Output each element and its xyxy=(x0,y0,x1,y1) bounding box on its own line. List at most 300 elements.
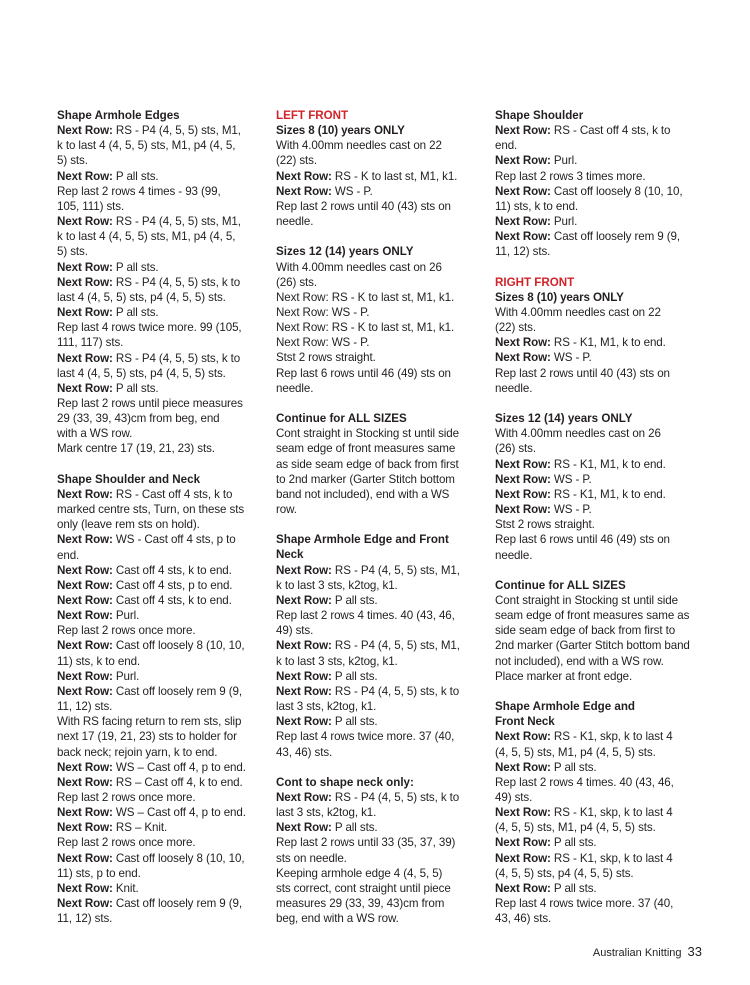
instruction-text: P all sts. xyxy=(550,881,597,895)
row-label: Next Row: xyxy=(495,336,551,350)
instruction-text: sts correct, cont straight until piece xyxy=(276,881,451,895)
instruction-line xyxy=(276,745,486,760)
instruction-text: P all sts. xyxy=(550,760,597,774)
instruction-line xyxy=(495,517,705,532)
instruction-line xyxy=(276,805,486,820)
page-footer xyxy=(593,944,702,959)
instruction-line xyxy=(57,366,267,381)
instruction-text: last 4 (4, 5, 5) sts, p4 (4, 5, 5) sts. xyxy=(57,290,226,304)
instruction-line xyxy=(495,881,705,896)
instruction-line xyxy=(57,502,267,517)
instruction-line xyxy=(57,396,267,411)
instruction-line xyxy=(57,654,267,669)
instruction-text: Keeping armhole edge 4 (4, 5, 5) xyxy=(276,866,443,880)
instruction-text: needle. xyxy=(495,381,533,395)
row-label: Next Row: xyxy=(495,881,551,895)
instruction-line xyxy=(57,593,267,608)
instruction-line xyxy=(57,760,267,775)
instruction-line xyxy=(276,426,486,441)
instruction-line xyxy=(276,275,486,290)
instruction-text: Stst 2 rows straight. xyxy=(495,518,595,532)
instruction-text: Rep last 2 rows until 40 (43) sts on xyxy=(276,199,451,213)
instruction-line xyxy=(495,502,705,517)
instruction-line xyxy=(276,790,486,805)
instruction-line xyxy=(276,881,486,896)
instruction-text: Rep last 4 rows twice more. 37 (40, xyxy=(276,730,455,744)
instruction-text: k to last 3 sts, k2tog, k1. xyxy=(276,654,398,668)
instruction-text: 111, 117) sts. xyxy=(57,336,124,350)
instruction-line xyxy=(276,214,486,229)
instruction-text: Purl. xyxy=(550,215,578,229)
row-label: Next Row: xyxy=(495,154,551,168)
subsection-heading: Shape Armhole Edges xyxy=(57,109,180,122)
instruction-text: Rep last 6 rows until 46 (49) sts on xyxy=(495,533,670,547)
instruction-line xyxy=(495,654,705,669)
instruction-text: P all sts. xyxy=(331,669,378,683)
row-label: Next Row: xyxy=(276,184,332,198)
instruction-text: P all sts. xyxy=(112,306,159,320)
instruction-text: seam edge of front measures same as xyxy=(495,609,690,623)
instruction-line xyxy=(495,441,705,456)
instruction-text: Knit. xyxy=(112,881,139,895)
instruction-line xyxy=(57,745,267,760)
instruction-text: Rep last 2 rows 4 times. 40 (43, 46, xyxy=(276,609,455,623)
instruction-text: 2nd marker (Garter Stitch bottom band xyxy=(495,639,690,653)
instruction-line xyxy=(495,305,705,320)
instruction-text: Rep last 2 rows once more. xyxy=(57,624,196,638)
instruction-text: Next Row: RS - K to last st, M1, k1. xyxy=(276,290,455,304)
row-label: Next Row: xyxy=(57,806,113,820)
instruction-text: Cast off loosely 8 (10, 10, xyxy=(112,639,245,653)
instruction-text: 11, 12) sts. xyxy=(57,700,113,714)
instruction-text: RS - K1, skp, k to last 4 xyxy=(550,851,673,865)
column-2 xyxy=(276,108,486,926)
instruction-line xyxy=(57,214,267,229)
instruction-line xyxy=(57,805,267,820)
instruction-line xyxy=(276,593,486,608)
instruction-line xyxy=(276,138,486,153)
instruction-line xyxy=(276,578,486,593)
instruction-line xyxy=(276,472,486,487)
instruction-line xyxy=(57,441,267,456)
instruction-text: With 4.00mm needles cast on 22 xyxy=(276,139,442,153)
instruction-line xyxy=(276,123,486,138)
instruction-text: back neck; rejoin yarn, k to end. xyxy=(57,745,218,759)
instruction-line xyxy=(57,896,267,911)
instruction-text: Cast off 4 sts, k to end. xyxy=(112,563,232,577)
instruction-text: marked centre sts, Turn, on these sts xyxy=(57,503,245,517)
instruction-text: side seam edge of back from first to xyxy=(495,624,676,638)
instruction-text: (22) sts. xyxy=(276,154,317,168)
heading-continuation: Front Neck xyxy=(495,715,555,729)
row-label: Next Row: xyxy=(495,730,551,744)
instruction-line xyxy=(57,578,267,593)
instruction-line xyxy=(57,517,267,532)
row-label: Next Row: xyxy=(495,851,551,865)
instruction-line xyxy=(495,290,705,305)
instruction-line xyxy=(495,790,705,805)
instruction-line xyxy=(276,669,486,684)
instruction-text: 11, 12) sts. xyxy=(495,245,551,259)
instruction-line xyxy=(276,199,486,214)
row-label: Next Row: xyxy=(57,684,113,698)
instruction-line xyxy=(57,290,267,305)
instruction-text: needle. xyxy=(276,215,314,229)
row-label: Next Row: xyxy=(57,760,113,774)
instruction-line xyxy=(57,714,267,729)
instruction-text: Cast off loosely rem 9 (9, xyxy=(112,684,242,698)
instruction-text: Cast off 4 sts, p to end. xyxy=(112,578,233,592)
instruction-line xyxy=(276,290,486,305)
instruction-text: (22) sts. xyxy=(495,321,536,335)
instruction-text: 43, 46) sts. xyxy=(495,912,552,926)
row-label: Next Row: xyxy=(495,760,551,774)
instruction-line xyxy=(495,745,705,760)
instruction-line xyxy=(276,896,486,911)
instruction-text: RS - P4 (4, 5, 5) sts, k to xyxy=(331,684,460,698)
instruction-line xyxy=(495,775,705,790)
row-label: Next Row: xyxy=(57,593,113,607)
instruction-line xyxy=(495,426,705,441)
instruction-line xyxy=(276,487,486,502)
instruction-text: Stst 2 rows straight. xyxy=(276,351,376,365)
instruction-line xyxy=(57,320,267,335)
section-title: LEFT FRONT xyxy=(276,109,349,122)
instruction-line xyxy=(276,547,486,562)
instruction-line xyxy=(57,835,267,850)
row-label: Next Row: xyxy=(57,881,113,895)
instruction-line xyxy=(276,153,486,168)
instruction-text: P all sts. xyxy=(112,169,159,183)
instruction-line xyxy=(495,457,705,472)
instruction-line xyxy=(57,851,267,866)
instruction-text: beg, end with a WS row. xyxy=(276,912,399,926)
instruction-line xyxy=(57,411,267,426)
row-label: Next Row: xyxy=(495,836,551,850)
row-label: Next Row: xyxy=(276,821,332,835)
instruction-text: P all sts. xyxy=(331,593,378,607)
instruction-line xyxy=(276,851,486,866)
row-label: Next Row: xyxy=(495,487,551,501)
row-label: Next Row: xyxy=(57,487,113,501)
row-label: Next Row: xyxy=(495,503,551,517)
row-label: Next Row: xyxy=(276,593,332,607)
instruction-line xyxy=(276,335,486,350)
instruction-line xyxy=(495,123,705,138)
instruction-text: sts on needle. xyxy=(276,851,347,865)
instruction-text: k to last 4 (4, 5, 5) sts, M1, p4 (4, 5, xyxy=(57,139,236,153)
instruction-text: With 4.00mm needles cast on 26 xyxy=(495,427,661,441)
instruction-line xyxy=(57,775,267,790)
row-label: Next Row: xyxy=(57,169,113,183)
instruction-text: 11) sts, p to end. xyxy=(57,866,141,880)
row-label: Next Row: xyxy=(57,124,113,138)
instruction-line xyxy=(495,532,705,547)
instruction-line xyxy=(495,472,705,487)
instruction-text: Purl. xyxy=(112,669,140,683)
instruction-line xyxy=(495,138,705,153)
instruction-text: With 4.00mm needles cast on 26 xyxy=(276,260,442,274)
publication-name: Australian Knitting xyxy=(592,947,682,959)
instruction-line xyxy=(276,623,486,638)
instruction-text: 49) sts. xyxy=(276,624,314,638)
instruction-line xyxy=(276,563,486,578)
instruction-text: Cast off 4 sts, k to end. xyxy=(112,593,232,607)
subsection-heading: Continue for ALL SIZES xyxy=(276,412,407,426)
instruction-line xyxy=(495,169,705,184)
row-label: Next Row: xyxy=(57,381,113,395)
instruction-text: Purl. xyxy=(112,609,140,623)
instruction-line xyxy=(57,169,267,184)
instruction-line xyxy=(495,851,705,866)
instruction-text: with a WS row. xyxy=(57,427,133,441)
instruction-line xyxy=(57,548,267,563)
instruction-line xyxy=(276,820,486,835)
instruction-text: Rep last 2 rows until 33 (35, 37, 39) xyxy=(276,836,456,850)
subsection-heading: Shape Shoulder and Neck xyxy=(57,472,201,486)
row-label: Next Row: xyxy=(276,669,332,683)
instruction-text: P all sts. xyxy=(550,836,597,850)
instruction-line xyxy=(57,305,267,320)
instruction-line xyxy=(495,487,705,502)
instruction-line xyxy=(57,911,267,926)
heading-continuation: Neck xyxy=(276,548,304,562)
instruction-line xyxy=(276,366,486,381)
instruction-text: Next Row: WS - P. xyxy=(276,306,370,320)
instruction-line xyxy=(276,350,486,365)
instruction-text: 11) sts, k to end. xyxy=(495,199,579,213)
instruction-text: measures 29 (33, 39, 43)cm from xyxy=(276,897,445,911)
instruction-text: last 4 (4, 5, 5) sts, p4 (4, 5, 5) sts. xyxy=(57,366,226,380)
instruction-text: end. xyxy=(495,139,518,153)
instruction-text: 11) sts, k to end. xyxy=(57,654,141,668)
instruction-text: RS - K1, skp, k to last 4 xyxy=(550,730,673,744)
instruction-text: as side seam edge of back from first xyxy=(276,457,459,471)
instruction-text: RS – Cast off 4, k to end. xyxy=(112,775,243,789)
instruction-line xyxy=(57,820,267,835)
instruction-line xyxy=(495,320,705,335)
instruction-line xyxy=(276,441,486,456)
instruction-text: next 17 (19, 21, 23) sts to holder for xyxy=(57,730,237,744)
row-label: Next Row: xyxy=(57,851,113,865)
row-label: Next Row: xyxy=(495,124,551,138)
instruction-line xyxy=(57,275,267,290)
instruction-text: WS - P. xyxy=(550,351,592,365)
row-label: Next Row: xyxy=(495,806,551,820)
instruction-line xyxy=(57,532,267,547)
instruction-text: row. xyxy=(276,503,297,517)
instruction-text: not included), end with a WS row. xyxy=(495,654,664,668)
instruction-line xyxy=(57,563,267,578)
subsection-heading: Shape Armhole Edge and Front xyxy=(276,533,449,547)
instruction-line xyxy=(276,305,486,320)
instruction-line xyxy=(57,623,267,638)
row-label: Next Row: xyxy=(57,775,113,789)
instruction-text: to 2nd marker (Garter Stitch bottom xyxy=(276,472,455,486)
row-label: Next Row: xyxy=(495,230,551,244)
instruction-text: Cast off loosely 8 (10, 10, xyxy=(112,851,245,865)
instruction-text: RS - P4 (4, 5, 5) sts, k to xyxy=(331,790,460,804)
instruction-text: Rep last 6 rows until 46 (49) sts on xyxy=(276,366,451,380)
instruction-line xyxy=(276,699,486,714)
instruction-line xyxy=(495,820,705,835)
subsection-heading: Cont to shape neck only: xyxy=(276,775,414,789)
instruction-line xyxy=(495,199,705,214)
instruction-text: RS - K1, skp, k to last 4 xyxy=(550,806,673,820)
instruction-text: RS - P4 (4, 5, 5) sts, M1, xyxy=(112,215,241,229)
instruction-line xyxy=(276,714,486,729)
instruction-text: Cont straight in Stocking st until side xyxy=(276,427,459,441)
instruction-text: P all sts. xyxy=(331,821,378,835)
instruction-text: needle. xyxy=(276,381,314,395)
instruction-line xyxy=(495,153,705,168)
instruction-text: RS - K1, M1, k to end. xyxy=(550,336,666,350)
instruction-text: 43, 46) sts. xyxy=(276,745,333,759)
instruction-text: WS – Cast off 4, p to end. xyxy=(112,760,246,774)
instruction-text: (4, 5, 5) sts, M1, p4 (4, 5, 5) sts. xyxy=(495,745,656,759)
instruction-line xyxy=(57,229,267,244)
instruction-text: RS - K1, M1, k to end. xyxy=(550,487,666,501)
instruction-line xyxy=(495,805,705,820)
instruction-line xyxy=(57,199,267,214)
instruction-text: Cast off loosely rem 9 (9, xyxy=(550,230,680,244)
instruction-line xyxy=(495,729,705,744)
instruction-line xyxy=(495,244,705,259)
instruction-text: (26) sts. xyxy=(276,275,317,289)
instruction-text: last 3 sts, k2tog, k1. xyxy=(276,806,377,820)
instruction-text: P all sts. xyxy=(331,715,378,729)
row-label: Next Row: xyxy=(57,275,113,289)
instruction-text: Rep last 2 rows once more. xyxy=(57,836,196,850)
row-label: Next Row: xyxy=(57,260,113,274)
instruction-text: WS - P. xyxy=(550,503,592,517)
row-label: Next Row: xyxy=(495,351,551,365)
row-label: Next Row: xyxy=(57,215,113,229)
row-label: Next Row: xyxy=(57,578,113,592)
instruction-line xyxy=(495,335,705,350)
instruction-line xyxy=(495,714,705,729)
instruction-text: RS - P4 (4, 5, 5) sts, M1, xyxy=(331,639,460,653)
row-label: Next Row: xyxy=(276,563,332,577)
instruction-text: needle. xyxy=(495,548,533,562)
row-label: Next Row: xyxy=(495,457,551,471)
instruction-text: Rep last 2 rows until piece measures xyxy=(57,396,243,410)
instruction-text: band not included), end with a WS xyxy=(276,487,450,501)
instruction-line xyxy=(495,229,705,244)
instruction-text: P all sts. xyxy=(112,381,159,395)
instruction-text: last 3 sts, k2tog, k1. xyxy=(276,700,377,714)
subsection-heading: Continue for ALL SIZES xyxy=(495,578,626,592)
row-label: Next Row: xyxy=(57,609,113,623)
row-label: Next Row: xyxy=(57,821,113,835)
instruction-line xyxy=(495,366,705,381)
row-label: Next Row: xyxy=(57,639,113,653)
instruction-line xyxy=(276,866,486,881)
instruction-text: Next Row: WS - P. xyxy=(276,336,370,350)
instruction-line xyxy=(57,487,267,502)
heading-continuation: Sizes 8 (10) years ONLY xyxy=(495,290,624,304)
row-label: Next Row: xyxy=(57,563,113,577)
column-1 xyxy=(57,108,267,926)
instruction-line xyxy=(57,138,267,153)
instruction-text: RS - P4 (4, 5, 5) sts, k to xyxy=(112,351,241,365)
instruction-text: 5) sts. xyxy=(57,245,88,259)
instruction-text: Rep last 2 rows 4 times. 40 (43, 46, xyxy=(495,775,674,789)
instruction-line xyxy=(495,350,705,365)
instruction-line xyxy=(57,729,267,744)
row-label: Next Row: xyxy=(276,684,332,698)
instruction-text: WS - P. xyxy=(550,472,592,486)
instruction-line xyxy=(57,608,267,623)
subsection-heading: Shape Armhole Edge and xyxy=(495,700,636,714)
instruction-line xyxy=(495,638,705,653)
instruction-text: RS - Cast off 4 sts, k to xyxy=(112,487,233,501)
row-label: Next Row: xyxy=(57,351,113,365)
instruction-line xyxy=(495,608,705,623)
instruction-line xyxy=(495,214,705,229)
instruction-text: 29 (33, 39, 43)cm from beg, end xyxy=(57,412,220,426)
instruction-text: Rep last 2 rows once more. xyxy=(57,791,196,805)
instruction-text: RS - P4 (4, 5, 5) sts, M1, xyxy=(331,563,460,577)
row-label: Next Row: xyxy=(495,472,551,486)
instruction-line xyxy=(495,381,705,396)
instruction-line xyxy=(276,381,486,396)
instruction-text: k to last 3 sts, k2tog, k1. xyxy=(276,578,398,592)
instruction-text: only (leave rem sts on hold). xyxy=(57,518,200,532)
instruction-text: Purl. xyxy=(550,154,578,168)
instruction-text: Mark centre 17 (19, 21, 23) sts. xyxy=(57,442,215,456)
instruction-line xyxy=(276,684,486,699)
instruction-text: P all sts. xyxy=(112,260,159,274)
instruction-text: RS - P4 (4, 5, 5) sts, M1, xyxy=(112,124,241,138)
instruction-text: With RS facing return to rem sts, slip xyxy=(57,715,242,729)
heading-continuation: Sizes 8 (10) years ONLY xyxy=(276,124,405,138)
instruction-text: Rep last 2 rows until 40 (43) sts on xyxy=(495,366,670,380)
instruction-line xyxy=(495,184,705,199)
instruction-line xyxy=(495,896,705,911)
instruction-text: seam edge of front measures same xyxy=(276,442,456,456)
instruction-line xyxy=(57,351,267,366)
instruction-line xyxy=(57,790,267,805)
row-label: Next Row: xyxy=(57,669,113,683)
row-label: Next Row: xyxy=(276,715,332,729)
row-label: Next Row: xyxy=(495,215,551,229)
instruction-text: 5) sts. xyxy=(57,154,88,168)
instruction-line xyxy=(57,638,267,653)
instruction-text: Cast off loosely rem 9 (9, xyxy=(112,897,242,911)
instruction-text: Cast off loosely 8 (10, 10, xyxy=(550,184,683,198)
instruction-text: WS - Cast off 4 sts, p to xyxy=(112,533,236,547)
instruction-text: Cont straight in Stocking st until side xyxy=(495,593,678,607)
instruction-line xyxy=(57,699,267,714)
instruction-line xyxy=(495,911,705,926)
instruction-line xyxy=(276,260,486,275)
instruction-text: 11, 12) sts. xyxy=(57,912,113,926)
instruction-text: WS – Cast off 4, p to end. xyxy=(112,806,246,820)
instruction-text: Place marker at front edge. xyxy=(495,669,633,683)
instruction-text: (4, 5, 5) sts, M1, p4 (4, 5, 5) sts. xyxy=(495,821,656,835)
instruction-text: Rep last 2 rows 4 times - 93 (99, xyxy=(57,184,221,198)
instruction-line xyxy=(57,669,267,684)
instruction-line xyxy=(57,335,267,350)
instruction-text: (4, 5, 5) sts, p4 (4, 5, 5) sts. xyxy=(495,866,634,880)
instruction-line xyxy=(495,548,705,563)
instruction-text: RS - Cast off 4 sts, k to xyxy=(550,124,671,138)
instruction-text: RS - K to last st, M1, k1. xyxy=(331,169,458,183)
instruction-line xyxy=(495,623,705,638)
instruction-line xyxy=(57,881,267,896)
instruction-line xyxy=(276,835,486,850)
